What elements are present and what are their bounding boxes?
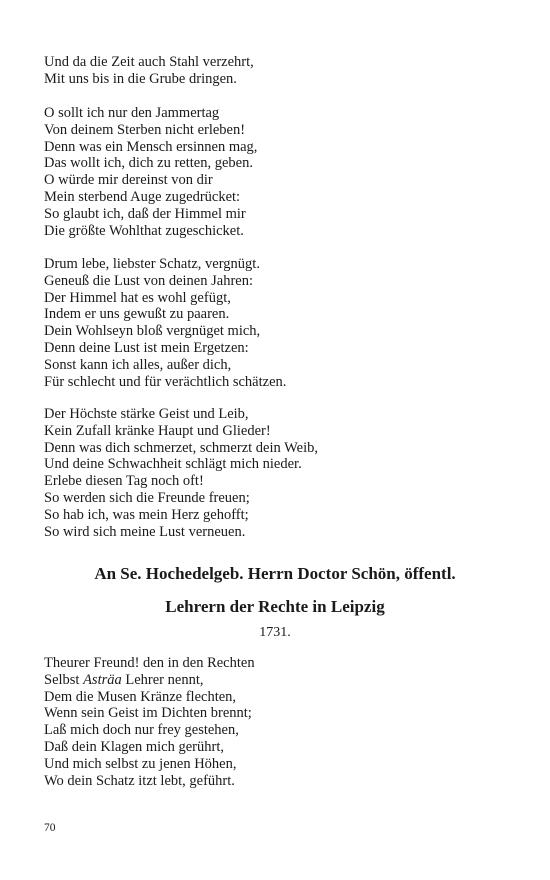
verse-line: O sollt ich nur den Jammertag [44, 105, 220, 121]
poem-title-line-2: Lehrern der Rechte in Leipzig [165, 597, 385, 616]
poem-year: 1731. [259, 625, 291, 640]
verse-line: Theurer Freund! den in den Rechten [44, 655, 255, 671]
verse-line: Der Höchste stärke Geist und Leib, [44, 406, 249, 422]
verse-suffix: Lehrer nennt, [125, 671, 204, 688]
verse-line: O würde mir dereinst von dir [44, 172, 213, 189]
verse-line: Und deine Schwachheit schlägt mich nieder. [44, 456, 302, 473]
verse-line: So hab ich, was mein Herz gehofft; [44, 506, 249, 523]
verse-line-with-italic [44, 672, 255, 689]
verse-line: Kein Zufall kränke Haupt und Glieder! [44, 422, 271, 439]
verse-line: Und mich selbst zu jenen Höhen, [44, 755, 237, 772]
stanza-1 [44, 54, 254, 88]
poem-title-line-1: An Se. Hochedelgeb. Herrn Doctor Schön, öffentl. [94, 564, 456, 583]
verse-line: Daß dein Klagen mich gerührt, [44, 738, 224, 755]
verse-line: Von deinem Sterben nicht erleben! [44, 121, 246, 138]
verse-line: Der Himmel hat es wohl gefügt, [44, 289, 231, 306]
verse-line: Dein Wohlseyn bloß vergnüget mich, [44, 323, 261, 340]
verse-line: So glaubt ich, daß der Himmel mir [44, 205, 246, 222]
verse-line: Und da die Zeit auch Stahl verzehrt, [44, 54, 254, 70]
verse-line: Wenn sein Geist im Dichten brennt; [44, 705, 252, 722]
verse-line: Erlebe diesen Tag noch oft! [44, 473, 204, 490]
verse-line: Denn was ein Mensch ersinnen mag, [44, 138, 258, 155]
verse-line: Dem die Musen Kränze flechten, [44, 688, 237, 705]
italic-name: Asträa [83, 671, 122, 688]
stanza-2 [44, 105, 257, 239]
verse-line: Denn was dich schmerzet, schmerzt dein Weib, [44, 439, 318, 456]
new-poem-stanza [44, 655, 255, 789]
verse-line: Sonst kann ich alles, außer dich, [44, 356, 232, 373]
page-number: 70 [44, 822, 56, 834]
verse-prefix: Selbst [44, 671, 84, 688]
stanza-3 [44, 256, 286, 390]
verse-line: So werden sich die Freunde freuen; [44, 489, 250, 506]
verse-line: Die größte Wohlthat zugeschicket. [44, 222, 244, 239]
verse-line: So wird sich meine Lust verneuen. [44, 523, 246, 540]
verse-line: Mein sterbend Auge zugedrücket: [44, 188, 241, 205]
verse-line: Drum lebe, liebster Schatz, vergnügt. [44, 256, 260, 272]
verse-line: Indem er uns gewußt zu paaren. [44, 306, 230, 323]
verse-line: Für schlecht und für verächtlich schätzen. [44, 373, 287, 390]
verse-line: Wo dein Schatz itzt lebt, geführt. [44, 772, 235, 789]
verse-line: Laß mich doch nur frey gestehen, [44, 722, 239, 739]
verse-line: Denn deine Lust ist mein Ergetzen: [44, 339, 249, 356]
verse-line: Mit uns bis in die Grube dringen. [44, 70, 237, 87]
verse-line: Das wollt ich, dich zu retten, geben. [44, 155, 253, 172]
verse-line: Geneuß die Lust von deinen Jahren: [44, 272, 253, 289]
stanza-4 [44, 406, 318, 540]
